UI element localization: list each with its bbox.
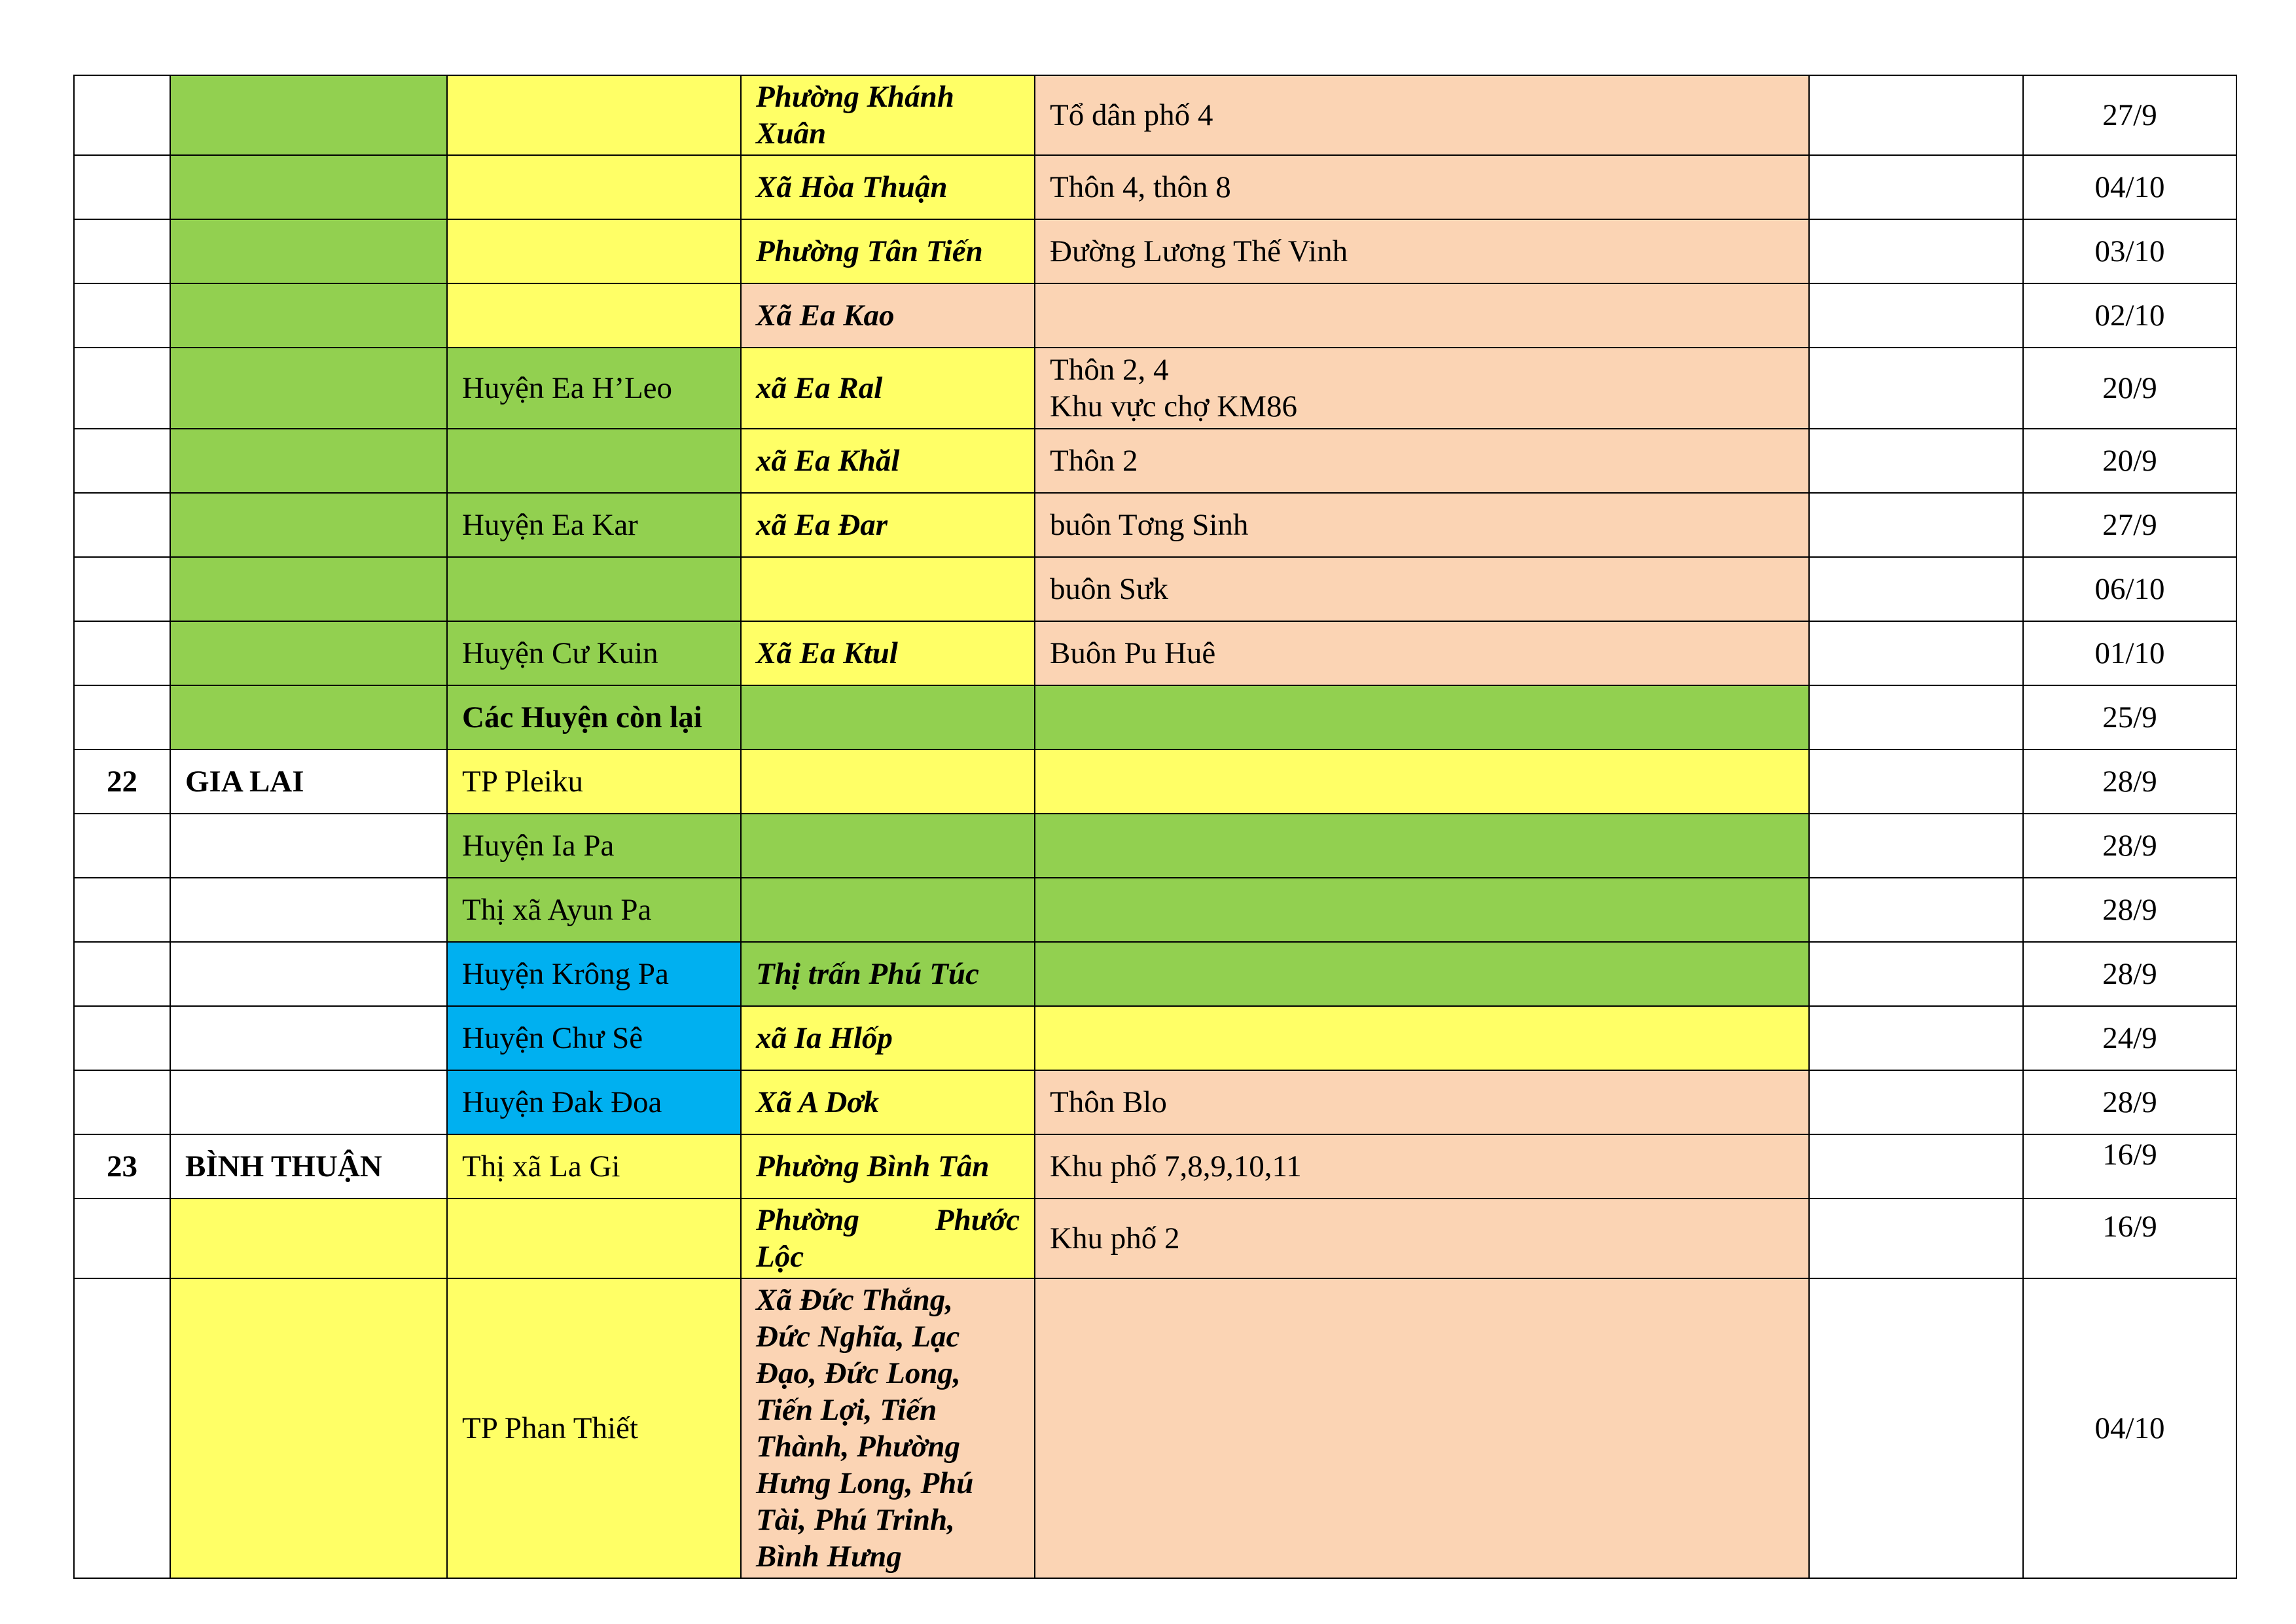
commune-line: Đạo, Đức Long, [756,1356,961,1390]
date-cell: 28/9 [2023,942,2236,1006]
area-line: Thôn 2, 4 [1050,353,1169,387]
area-cell [1035,749,1809,814]
district-cell [447,219,741,283]
table-row [74,814,2236,878]
commune-cell: Phường Bình Tân [741,1134,1035,1199]
date-cell: 01/10 [2023,621,2236,685]
stt-cell [74,685,170,749]
province-cell: BÌNH THUẬN [170,1134,447,1199]
commune-line: Tài, Phú Trinh, [756,1503,955,1537]
table-row [74,1134,2236,1199]
district-cell [447,429,741,493]
commune-line: Thành, Phường [756,1430,960,1464]
stt-cell [74,1199,170,1278]
commune-cell: Xã Hòa Thuận [741,155,1035,219]
table-row [74,283,2236,348]
province-cell [170,1278,447,1578]
area-cell: Khu phố 2 [1035,1199,1809,1278]
stt-cell [74,814,170,878]
commune-cell: Phường Tân Tiến [741,219,1035,283]
province-cell [170,283,447,348]
commune-cell: xã Ea Khăl [741,429,1035,493]
province-cell [170,75,447,155]
district-cell: TP Pleiku [447,749,741,814]
area-cell: Thôn Blo [1035,1070,1809,1134]
area-cell [1035,283,1809,348]
commune-cell: Xã A Dơk [741,1070,1035,1134]
district-cell: Huyện Ea H’Leo [447,348,741,429]
date-cell: 04/10 [2023,1278,2236,1578]
stt-cell [74,219,170,283]
stt-cell [74,348,170,429]
stt-cell [74,493,170,557]
note-cell [1809,493,2023,557]
district-cell: Huyện Đak Đoa [447,1070,741,1134]
stt-cell [74,557,170,621]
area-cell: Buôn Pu Huê [1035,621,1809,685]
table-row [74,942,2236,1006]
note-cell [1809,429,2023,493]
province-cell [170,1006,447,1070]
area-cell: Đường Lương Thế Vinh [1035,219,1809,283]
stt-cell: 23 [74,1134,170,1199]
district-cell: Thị xã La Gi [447,1134,741,1199]
commune-cell: Phường Khánh Xuân [741,75,1035,155]
district-cell: Các Huyện còn lại [447,685,741,749]
province-cell [170,155,447,219]
date-cell: 06/10 [2023,557,2236,621]
table-row [74,878,2236,942]
province-cell [170,621,447,685]
area-cell [1035,878,1809,942]
province-cell [170,814,447,878]
note-cell [1809,685,2023,749]
commune-cell [741,1278,1035,1578]
district-cell: Huyện Krông Pa [447,942,741,1006]
stt-cell [74,942,170,1006]
date-cell: 03/10 [2023,219,2236,283]
commune-cell: xã Ea Đar [741,493,1035,557]
stt-cell [74,429,170,493]
province-cell [170,348,447,429]
stt-cell [74,75,170,155]
stt-cell [74,155,170,219]
area-cell: buôn Sưk [1035,557,1809,621]
date-cell: 28/9 [2023,814,2236,878]
commune-cell [741,1199,1035,1278]
table-row [74,1278,2236,1578]
area-cell [1035,348,1809,429]
area-cell: Khu phố 7,8,9,10,11 [1035,1134,1809,1199]
commune-cell [741,685,1035,749]
district-cell: Huyện Ea Kar [447,493,741,557]
note-cell [1809,155,2023,219]
commune-cell: xã Ia Hlốp [741,1006,1035,1070]
note-cell [1809,749,2023,814]
stt-cell [74,1070,170,1134]
table-row [74,557,2236,621]
area-cell: Thôn 4, thôn 8 [1035,155,1809,219]
table-row [74,429,2236,493]
area-cell [1035,1278,1809,1578]
note-cell [1809,1006,2023,1070]
note-cell [1809,219,2023,283]
stt-cell [74,878,170,942]
table-row [74,1070,2236,1134]
stt-cell [74,621,170,685]
date-cell: 28/9 [2023,878,2236,942]
commune-cell [741,557,1035,621]
note-cell [1809,878,2023,942]
date-cell: 28/9 [2023,1070,2236,1134]
commune-line: Đức Nghĩa, Lạc [756,1320,960,1354]
area-cell: buôn Tơng Sinh [1035,493,1809,557]
area-cell [1035,814,1809,878]
date-cell: 25/9 [2023,685,2236,749]
table-row [74,1006,2236,1070]
area-cell: Tổ dân phố 4 [1035,75,1809,155]
stt-cell [74,1278,170,1578]
commune-cell: Thị trấn Phú Túc [741,942,1035,1006]
note-cell [1809,621,2023,685]
stt-cell [74,283,170,348]
table-row [74,685,2236,749]
note-cell [1809,348,2023,429]
district-cell [447,283,741,348]
commune-cell: Xã Ea Kao [741,283,1035,348]
date-cell [2023,1134,2236,1199]
note-cell [1809,814,2023,878]
district-cell: Thị xã Ayun Pa [447,878,741,942]
note-cell [1809,75,2023,155]
commune-line: Phường Phước [756,1203,1020,1237]
commune-cell [741,814,1035,878]
province-cell: GIA LAI [170,749,447,814]
table-row [74,621,2236,685]
note-cell [1809,1134,2023,1199]
province-cell [170,878,447,942]
date-text: 16/9 [2102,1138,2157,1172]
district-cell [447,557,741,621]
date-cell: 20/9 [2023,348,2236,429]
district-cell: Huyện Chư Sê [447,1006,741,1070]
area-cell [1035,1006,1809,1070]
province-cell [170,1070,447,1134]
schedule-table [73,75,2237,1579]
note-cell [1809,942,2023,1006]
area-cell [1035,685,1809,749]
note-cell [1809,1199,2023,1278]
note-cell [1809,557,2023,621]
date-cell [2023,1199,2236,1278]
table-row [74,1199,2236,1278]
stt-cell [74,1006,170,1070]
commune-line: Lộc [756,1240,804,1274]
area-cell: Thôn 2 [1035,429,1809,493]
province-cell [170,219,447,283]
district-cell: Huyện Cư Kuin [447,621,741,685]
table-row [74,219,2236,283]
note-cell [1809,283,2023,348]
table-row [74,155,2236,219]
commune-cell [741,878,1035,942]
district-cell: TP Phan Thiết [447,1278,741,1578]
district-cell: Huyện Ia Pa [447,814,741,878]
province-cell [170,942,447,1006]
note-cell [1809,1278,2023,1578]
date-cell: 28/9 [2023,749,2236,814]
date-cell: 27/9 [2023,493,2236,557]
table-row [74,493,2236,557]
commune-line: Xã Đức Thắng, [756,1283,954,1317]
province-cell [170,493,447,557]
date-cell: 24/9 [2023,1006,2236,1070]
date-text: 16/9 [2102,1210,2157,1244]
commune-cell: Xã Ea Ktul [741,621,1035,685]
province-cell [170,1199,447,1278]
date-cell: 02/10 [2023,283,2236,348]
district-cell [447,75,741,155]
table-row [74,749,2236,814]
province-cell [170,685,447,749]
province-cell [170,429,447,493]
table-row [74,348,2236,429]
commune-cell: xã Ea Ral [741,348,1035,429]
commune-line: Tiến Lợi, Tiến [756,1393,937,1427]
stt-cell: 22 [74,749,170,814]
date-cell: 04/10 [2023,155,2236,219]
district-cell [447,155,741,219]
area-cell [1035,942,1809,1006]
note-cell [1809,1070,2023,1134]
date-cell: 20/9 [2023,429,2236,493]
commune-line: Bình Hưng [756,1540,902,1574]
area-line: Khu vực chợ KM86 [1050,389,1297,424]
commune-cell [741,749,1035,814]
date-cell: 27/9 [2023,75,2236,155]
province-cell [170,557,447,621]
district-cell [447,1199,741,1278]
commune-line: Hưng Long, Phú [756,1466,974,1500]
table-row [74,75,2236,155]
